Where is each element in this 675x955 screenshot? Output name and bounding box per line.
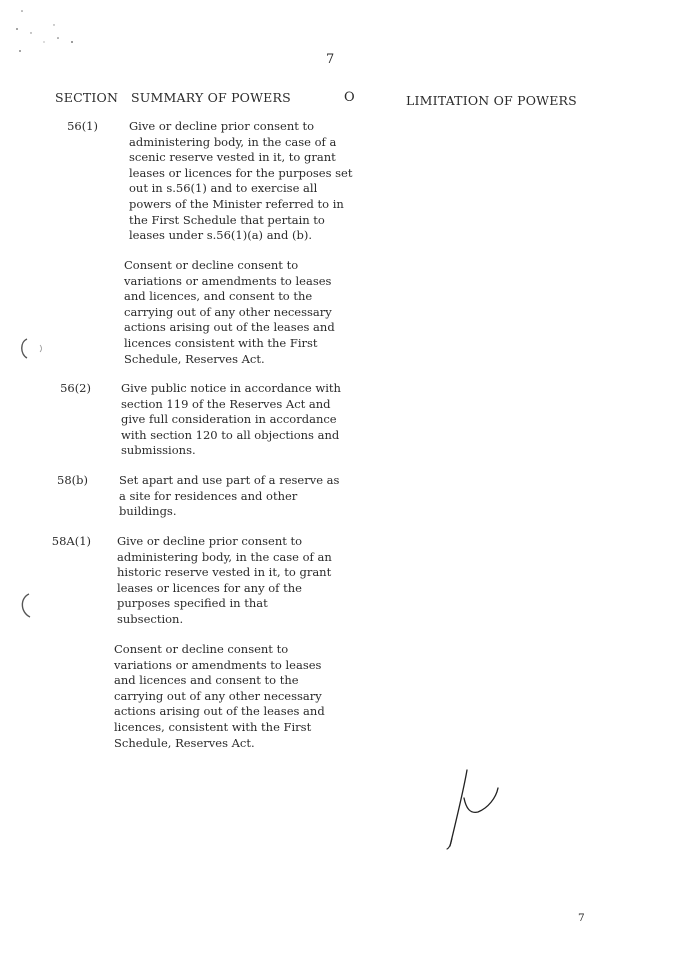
punch-hole-mark — [18, 336, 52, 362]
header-limitation-of-powers: LIMITATION OF POWERS — [406, 93, 577, 108]
section-number: 56(2) — [60, 381, 91, 395]
summary-paragraph: Give public notice in accordance with section 119 of the Reserves Act and give full consideration in accordance with section 120 to all objections and submissions. — [121, 381, 341, 458]
summary-paragraph: Set apart and use part of a reserve as a site for residences and other buildings. — [119, 473, 340, 519]
scan-specks — [14, 6, 84, 56]
header-circle-mark: O — [344, 90, 355, 105]
section-number: 58(b) — [57, 473, 88, 487]
punch-hole-mark — [18, 592, 42, 620]
section-number: 56(1) — [67, 119, 98, 133]
page-number-top: 7 — [326, 52, 335, 67]
signature — [440, 768, 510, 858]
section-number: 58A(1) — [51, 534, 91, 548]
header-section: SECTION — [55, 90, 119, 105]
summary-paragraph: Give or decline prior consent to administering body, in the case of a scenic reserve vested in it, to grant leases or licences for the purposes set out in s.56(1) and to exercise all powers of the Minister referred to in the First Schedule that pertain to leases under s.56(1)(a) and (b). — [129, 119, 353, 243]
summary-paragraph: Give or decline prior consent to administering body, in the case of an historic reserve vested in it, to grant leases or licences for any of the purposes specified in that subsection. — [117, 534, 332, 626]
summary-paragraph: Consent or decline consent to variations or amendments to leases and licences and consent to the carrying out of any other necessary actions arising out of the leases and licences, consistent with the First Schedule, Reserves Act. — [114, 642, 325, 750]
header-summary-of-powers: SUMMARY OF POWERS — [131, 90, 291, 105]
page-number-bottom: 7 — [578, 912, 585, 924]
summary-paragraph: Consent or decline consent to variations or amendments to leases and licences, and consent to the carrying out of any other necessary actions arising out of the leases and licences consistent with the First Schedule, Reserves Act. — [124, 258, 335, 366]
